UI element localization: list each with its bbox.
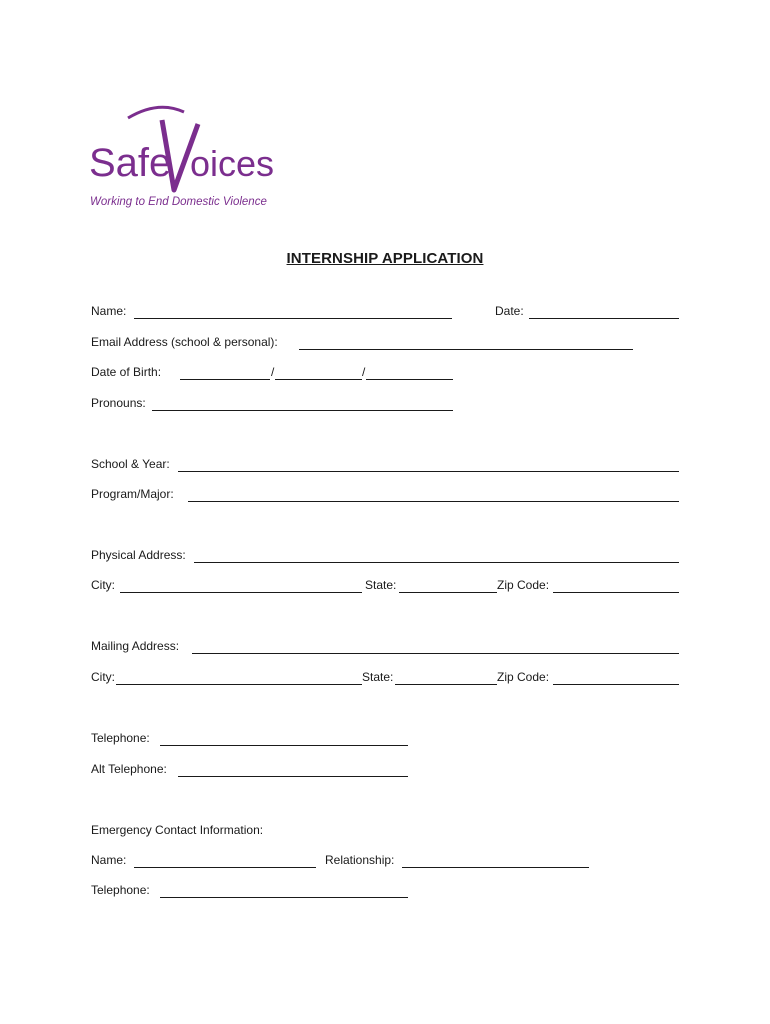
name-label: Name:	[91, 304, 127, 318]
logo-tagline: Working to End Domestic Violence	[90, 196, 267, 208]
pronouns-label: Pronouns:	[91, 396, 146, 410]
physical-zip-field[interactable]	[553, 592, 679, 593]
physical-address-field[interactable]	[194, 562, 679, 563]
emergency-name-label: Name:	[91, 853, 127, 867]
school-year-field[interactable]	[178, 471, 679, 472]
mailing-zip-field[interactable]	[553, 684, 679, 685]
dob-label: Date of Birth:	[91, 365, 162, 379]
pronouns-field[interactable]	[152, 410, 453, 411]
physical-city-field[interactable]	[120, 592, 362, 593]
relationship-label: Relationship:	[325, 853, 395, 867]
name-field[interactable]	[134, 318, 452, 319]
physical-state-field[interactable]	[399, 592, 497, 593]
dob-day-field[interactable]	[275, 379, 362, 380]
email-label: Email Address (school & personal):	[91, 335, 278, 349]
emergency-telephone-label: Telephone:	[91, 883, 150, 897]
physical-address-label: Physical Address:	[91, 548, 186, 562]
school-year-label: School & Year:	[91, 457, 170, 471]
mailing-city-field[interactable]	[116, 684, 362, 685]
dob-year-field[interactable]	[366, 379, 453, 380]
program-major-label: Program/Major:	[91, 487, 174, 501]
city-label: City:	[91, 578, 115, 592]
city-label: City:	[91, 670, 115, 684]
program-major-field[interactable]	[188, 501, 679, 502]
mailing-state-field[interactable]	[395, 684, 497, 685]
safevoices-logo	[88, 104, 288, 212]
dob-separator: /	[362, 365, 366, 379]
zip-label: Zip Code:	[497, 670, 550, 684]
state-label: State:	[362, 670, 394, 684]
date-label: Date:	[495, 304, 524, 318]
emergency-telephone-field[interactable]	[160, 897, 408, 898]
dob-month-field[interactable]	[180, 379, 270, 380]
dob-separator: /	[271, 365, 275, 379]
emergency-name-field[interactable]	[134, 867, 316, 868]
mailing-address-label: Mailing Address:	[91, 639, 180, 653]
date-field[interactable]	[529, 318, 679, 319]
relationship-field[interactable]	[402, 867, 589, 868]
zip-label: Zip Code:	[497, 578, 550, 592]
state-label: State:	[365, 578, 397, 592]
alt-telephone-field[interactable]	[178, 776, 408, 777]
emergency-contact-heading: Emergency Contact Information:	[91, 823, 264, 837]
mailing-address-field[interactable]	[192, 653, 679, 654]
logo-word-safe: Safe	[89, 141, 172, 185]
telephone-field[interactable]	[160, 745, 408, 746]
logo-swoosh	[128, 107, 184, 118]
email-field[interactable]	[299, 349, 633, 350]
page-title: INTERNSHIP APPLICATION	[286, 250, 484, 267]
alt-telephone-label: Alt Telephone:	[91, 762, 167, 776]
telephone-label: Telephone:	[91, 731, 150, 745]
logo-mark	[88, 104, 288, 212]
logo-word-voices: oices	[190, 143, 275, 184]
